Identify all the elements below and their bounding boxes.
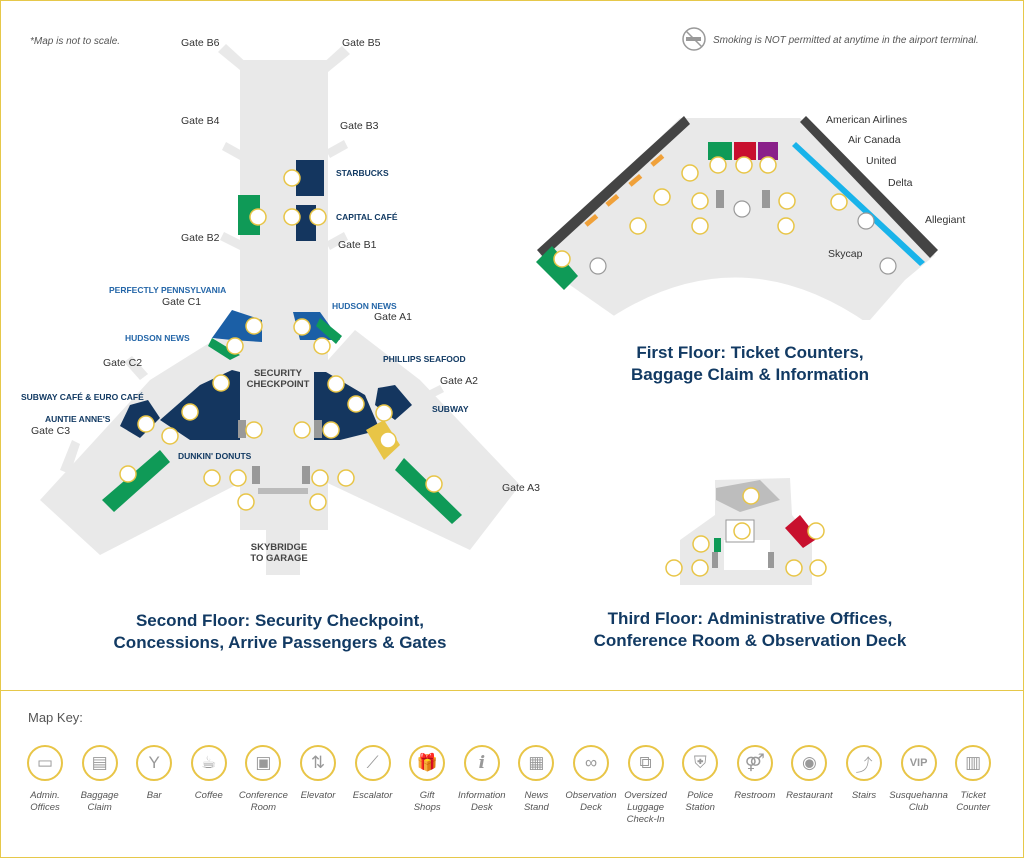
- escalator-icon: ⟋: [355, 745, 391, 781]
- capital-cafe-label: CAPITAL CAFÉ: [336, 212, 398, 222]
- key-label: News Stand: [523, 790, 549, 813]
- subway-label: SUBWAY: [432, 404, 469, 414]
- gate-b1-label: Gate B1: [338, 239, 377, 251]
- airline-american-label: American Airlines: [826, 114, 908, 126]
- key-label: Gift Shops: [413, 790, 441, 813]
- map-key-title: Map Key:: [28, 710, 83, 725]
- gate-b6-label: Gate B6: [181, 37, 220, 49]
- key-label: Escalator: [352, 790, 393, 801]
- second-floor-title: Second Floor: Security Checkpoint, Concessions, Arrive Passengers & Gates: [113, 611, 447, 652]
- security-checkpoint-line1: SECURITY: [253, 368, 303, 379]
- hudson-news-left-label: HUDSON NEWS: [125, 333, 190, 343]
- key-label: Police Station: [685, 790, 715, 813]
- information-desk-icon: i: [464, 745, 500, 781]
- gate-a3-label: Gate A3: [502, 482, 540, 494]
- gate-c2-label: Gate C2: [103, 357, 143, 369]
- starbucks-label: STARBUCKS: [336, 168, 389, 178]
- key-item-gift-shops: [397, 745, 457, 814]
- key-divider: [1, 690, 1023, 691]
- key-item-news-stand: [506, 745, 566, 814]
- restroom-icon: ⚤: [737, 745, 773, 781]
- key-item-police-station: [670, 745, 730, 814]
- ticket-counter-icon: ▥: [955, 745, 991, 781]
- key-label: Oversized Luggage Check-In: [624, 790, 667, 825]
- skybridge-line1: SKYBRIDGE: [250, 542, 308, 553]
- key-label: Ticket Counter: [956, 790, 991, 813]
- skybridge-line2: TO GARAGE: [250, 553, 308, 564]
- airline-delta-label: Delta: [888, 177, 913, 189]
- first-floor-plan: [536, 116, 938, 325]
- key-item-ticket-counter: [943, 745, 1003, 814]
- key-item-oversized-luggage: [616, 745, 676, 826]
- key-label: Restaurant: [786, 790, 833, 801]
- key-label: Baggage Claim: [80, 790, 119, 813]
- key-item-escalator: [343, 745, 403, 802]
- no-smoking-icon: [683, 28, 705, 50]
- key-item-stairs: [834, 745, 894, 802]
- bar-icon: Y: [136, 745, 172, 781]
- coffee-icon: ☕: [191, 745, 227, 781]
- news-stand-icon: ▦: [518, 745, 554, 781]
- police-station-icon: ⛨: [682, 745, 718, 781]
- key-item-observation-deck: [561, 745, 621, 814]
- airline-air-canada-label: Air Canada: [848, 134, 901, 146]
- key-item-restroom: [725, 745, 785, 802]
- key-label: Elevator: [300, 790, 336, 801]
- key-label: Conference Room: [238, 790, 288, 813]
- third-floor-plan: [666, 478, 826, 585]
- gate-b3-label: Gate B3: [340, 120, 379, 132]
- skycap-label: Skycap: [828, 248, 863, 260]
- key-item-coffee: [179, 745, 239, 802]
- susquehanna-club-icon: VIP: [901, 745, 937, 781]
- oversized-luggage-icon: ⧉: [628, 745, 664, 781]
- key-label: Coffee: [194, 790, 223, 801]
- auntie-annes-label: AUNTIE ANNE'S: [45, 414, 111, 424]
- key-item-baggage-claim: [70, 745, 130, 814]
- perfectly-pennsylvania-label: PERFECTLY PENNSYLVANIA: [109, 285, 227, 295]
- key-label: Susquehanna Club: [889, 790, 948, 813]
- gate-b4-label: Gate B4: [181, 115, 220, 127]
- key-label: Observation Deck: [565, 790, 617, 813]
- key-item-bar: [124, 745, 184, 802]
- third-floor-title: Third Floor: Administrative Offices, Conference Room & Observation Deck: [593, 609, 907, 650]
- key-item-elevator: [288, 745, 348, 802]
- key-label: Information Desk: [458, 790, 506, 813]
- gate-b5-label: Gate B5: [342, 37, 381, 49]
- key-label: Bar: [146, 790, 162, 801]
- second-floor-plan: [40, 44, 520, 575]
- airline-united-label: United: [866, 155, 897, 167]
- observation-deck-icon: ∞: [573, 745, 609, 781]
- gate-c1-label: Gate C1: [162, 296, 202, 308]
- key-item-susquehanna-club: [889, 745, 949, 814]
- gift-shops-icon: 🎁: [409, 745, 445, 781]
- key-label: Restroom: [734, 790, 776, 801]
- security-checkpoint-line2: CHECKPOINT: [246, 379, 310, 390]
- gate-b2-label: Gate B2: [181, 232, 220, 244]
- elevator-icon: ⇅: [300, 745, 336, 781]
- key-item-conference-room: [233, 745, 293, 814]
- scale-note: *Map is not to scale.: [30, 36, 121, 47]
- subway-cafe-label: SUBWAY CAFÉ & EURO CAFÉ: [21, 392, 144, 402]
- conference-room-icon: ▣: [245, 745, 281, 781]
- key-label: Stairs: [851, 790, 877, 801]
- key-item-admin-offices: [15, 745, 75, 814]
- baggage-claim-icon: ▤: [82, 745, 118, 781]
- gate-a2-label: Gate A2: [440, 375, 478, 387]
- admin-offices-icon: ▭: [27, 745, 63, 781]
- hudson-news-right-label: HUDSON NEWS: [332, 301, 397, 311]
- key-item-restaurant: [779, 745, 839, 802]
- phillips-seafood-label: PHILLIPS SEAFOOD: [383, 354, 466, 364]
- first-floor-title: First Floor: Ticket Counters, Baggage Claim & Information: [630, 343, 870, 384]
- dunkin-donuts-label: DUNKIN' DONUTS: [178, 451, 252, 461]
- key-item-information-desk: [452, 745, 512, 814]
- key-label: Admin. Offices: [30, 790, 60, 813]
- gate-a1-label: Gate A1: [374, 311, 412, 323]
- airline-allegiant-label: Allegiant: [925, 214, 966, 226]
- smoking-note: Smoking is NOT permitted at anytime in the airport terminal.: [713, 35, 979, 46]
- restaurant-icon: ◉: [791, 745, 827, 781]
- gate-c3-label: Gate C3: [31, 425, 71, 437]
- stairs-icon: ⤴: [846, 745, 882, 781]
